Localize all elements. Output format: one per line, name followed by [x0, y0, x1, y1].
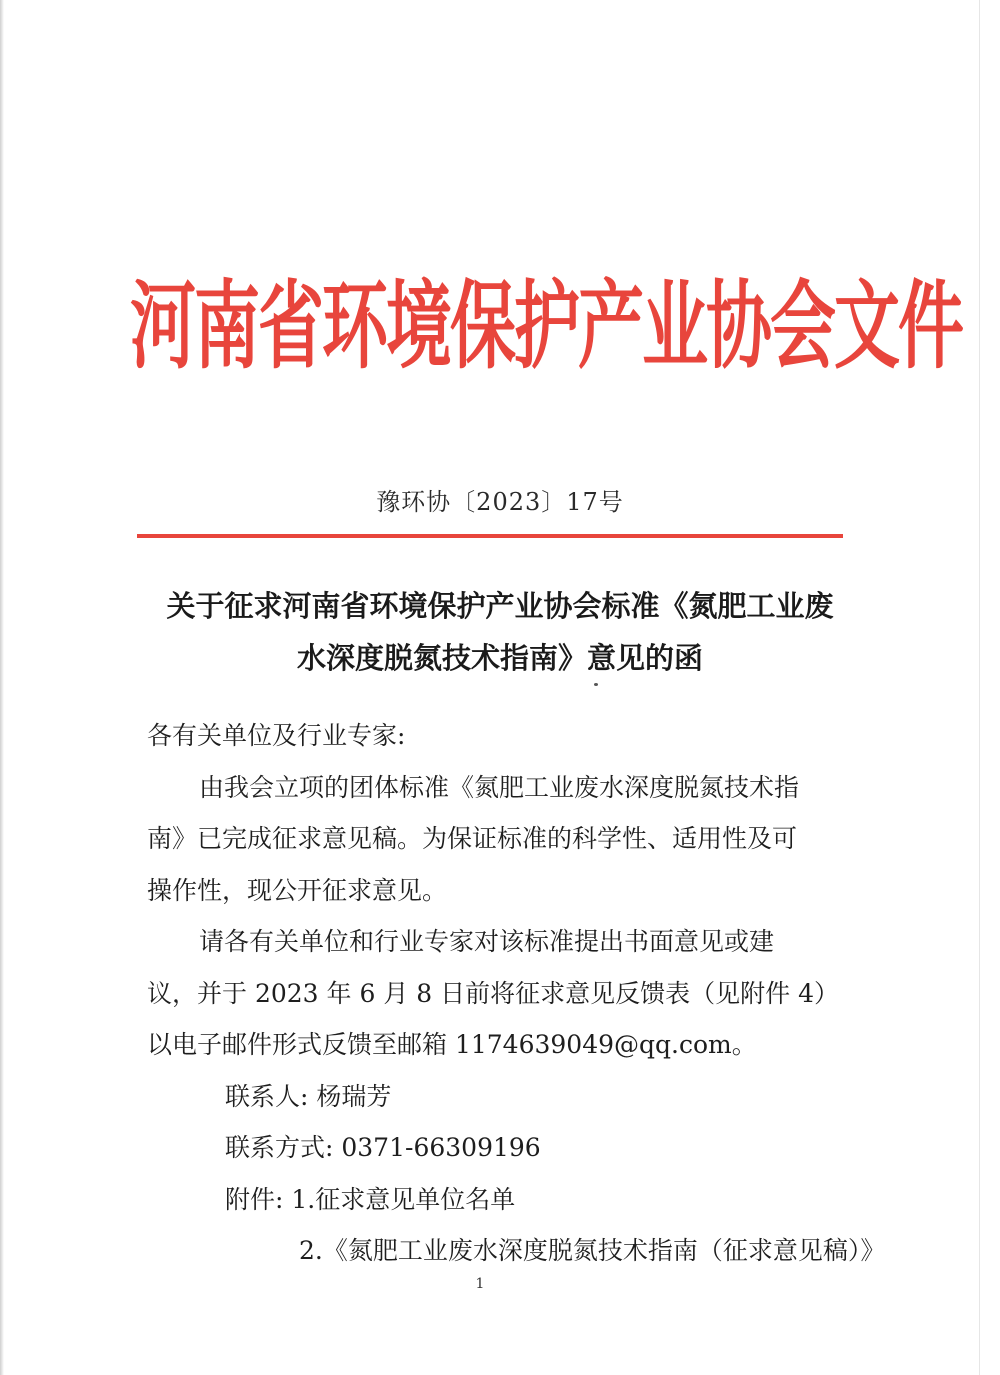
letter-body: [147, 710, 886, 1277]
paragraph-1-line-1: 由我会立项的团体标准《氮肥工业废水深度脱氮技术指: [199, 772, 800, 802]
scan-speck: [594, 683, 598, 686]
paragraph-1-line-3: 操作性，现公开征求意见。: [147, 875, 448, 905]
document-masthead: 河南省环境保护产业协会文件: [130, 270, 962, 383]
title-line-1: 关于征求河南省环境保护产业协会标准《氮肥工业废: [166, 589, 834, 623]
paragraph-2-line-1: 请各有关单位和行业专家对该标准提出书面意见或建: [199, 927, 775, 956]
scan-edge-line: [979, 0, 980, 1375]
paragraph-1-line-2: 南》已完成征求意见稿。为保证标准的科学性、适用性及可: [147, 824, 798, 853]
salutation: 各有关单位及行业专家:: [147, 721, 406, 750]
title-line-2: 水深度脱氮技术指南》意见的函: [296, 641, 703, 675]
attachment-item-2: 2.《氮肥工业废水深度脱氮技术指南（征求意见稿）》: [299, 1236, 886, 1265]
red-divider-rule: [137, 534, 843, 538]
attachment-item-1: 附件: 1.征求意见单位名单: [225, 1184, 516, 1214]
contact-person: 联系人: 杨瑞芳: [225, 1081, 392, 1111]
page-number: 1: [475, 1276, 485, 1292]
letter-title: [120, 580, 880, 684]
paragraph-2-line-2: 议，并于 2023 年 6 月 8 日前将征求意见反馈表（见附件 4）: [147, 978, 839, 1008]
document-number: 豫环协〔2023〕17号: [376, 488, 624, 516]
paragraph-2-line-3: 以电子邮件形式反馈至邮箱 1174639049@qq.com。: [147, 1030, 757, 1059]
contact-phone: 联系方式: 0371-66309196: [225, 1133, 541, 1162]
scan-edge: [0, 0, 4, 1375]
